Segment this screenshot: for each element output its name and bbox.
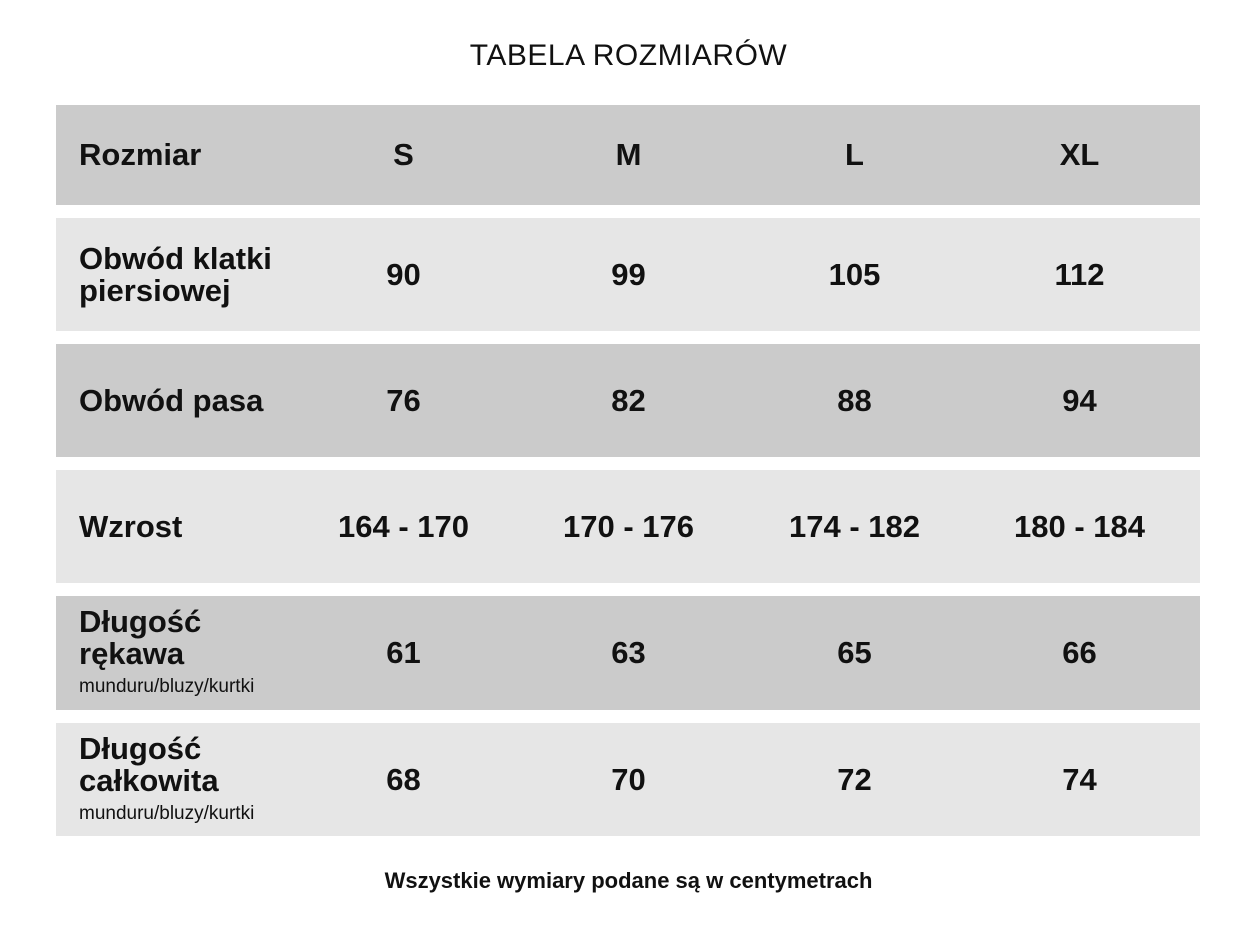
cell-value: 72 [837, 761, 872, 797]
row-label: Długość całkowita [79, 730, 219, 798]
row-label: Obwód pasa [79, 382, 264, 418]
cell-value: 82 [611, 382, 646, 418]
row-label-cell [79, 596, 309, 710]
cell-value: 164 - 170 [338, 508, 469, 544]
cell-value: 99 [611, 256, 646, 292]
row-label-cell [79, 723, 309, 836]
header-label: Rozmiar [79, 137, 202, 172]
size-l-header: L [845, 137, 864, 172]
table-row-chest [56, 218, 1200, 331]
units-note: Wszystkie wymiary podane są w centymetrach [384, 868, 873, 893]
size-m-header: M [615, 137, 642, 172]
header-label-cell [79, 105, 309, 205]
table-row-waist [56, 344, 1200, 457]
size-s-header: S [393, 137, 414, 172]
cell-value: 112 [1054, 256, 1105, 292]
cell-value: 90 [386, 256, 421, 292]
cell-value: 174 - 182 [789, 508, 920, 544]
cell-value: 105 [828, 256, 881, 292]
row-label-cell [79, 218, 309, 331]
table-row-total-length [56, 723, 1200, 836]
row-label-cell [79, 344, 309, 457]
row-sublabel: munduru/bluzy/kurtki [79, 802, 255, 824]
cell-value: 65 [837, 635, 872, 670]
table-row-sleeve-length [56, 596, 1200, 710]
row-label-cell [79, 470, 309, 583]
cell-value: 88 [837, 382, 872, 418]
cell-value: 68 [386, 761, 421, 797]
cell-value: 180 - 184 [1014, 508, 1145, 544]
cell-value: 61 [386, 635, 421, 670]
cell-value: 94 [1062, 382, 1097, 418]
row-label: Obwód klatki piersiowej [79, 240, 272, 308]
cell-value: 66 [1062, 635, 1097, 670]
cell-value: 76 [386, 382, 421, 418]
size-xl-header: XL [1059, 137, 1100, 172]
cell-value: 74 [1062, 761, 1097, 797]
cell-value: 170 - 176 [563, 508, 694, 544]
table-header-row [56, 105, 1200, 205]
table-row-height [56, 470, 1200, 583]
row-label: Długość rękawa [79, 604, 202, 671]
row-label: Wzrost [79, 508, 183, 544]
row-sublabel: munduru/bluzy/kurtki [79, 676, 255, 697]
cell-value: 70 [611, 761, 646, 797]
page-title: TABELA ROZMIARÓW [469, 39, 788, 72]
cell-value: 63 [611, 635, 646, 670]
